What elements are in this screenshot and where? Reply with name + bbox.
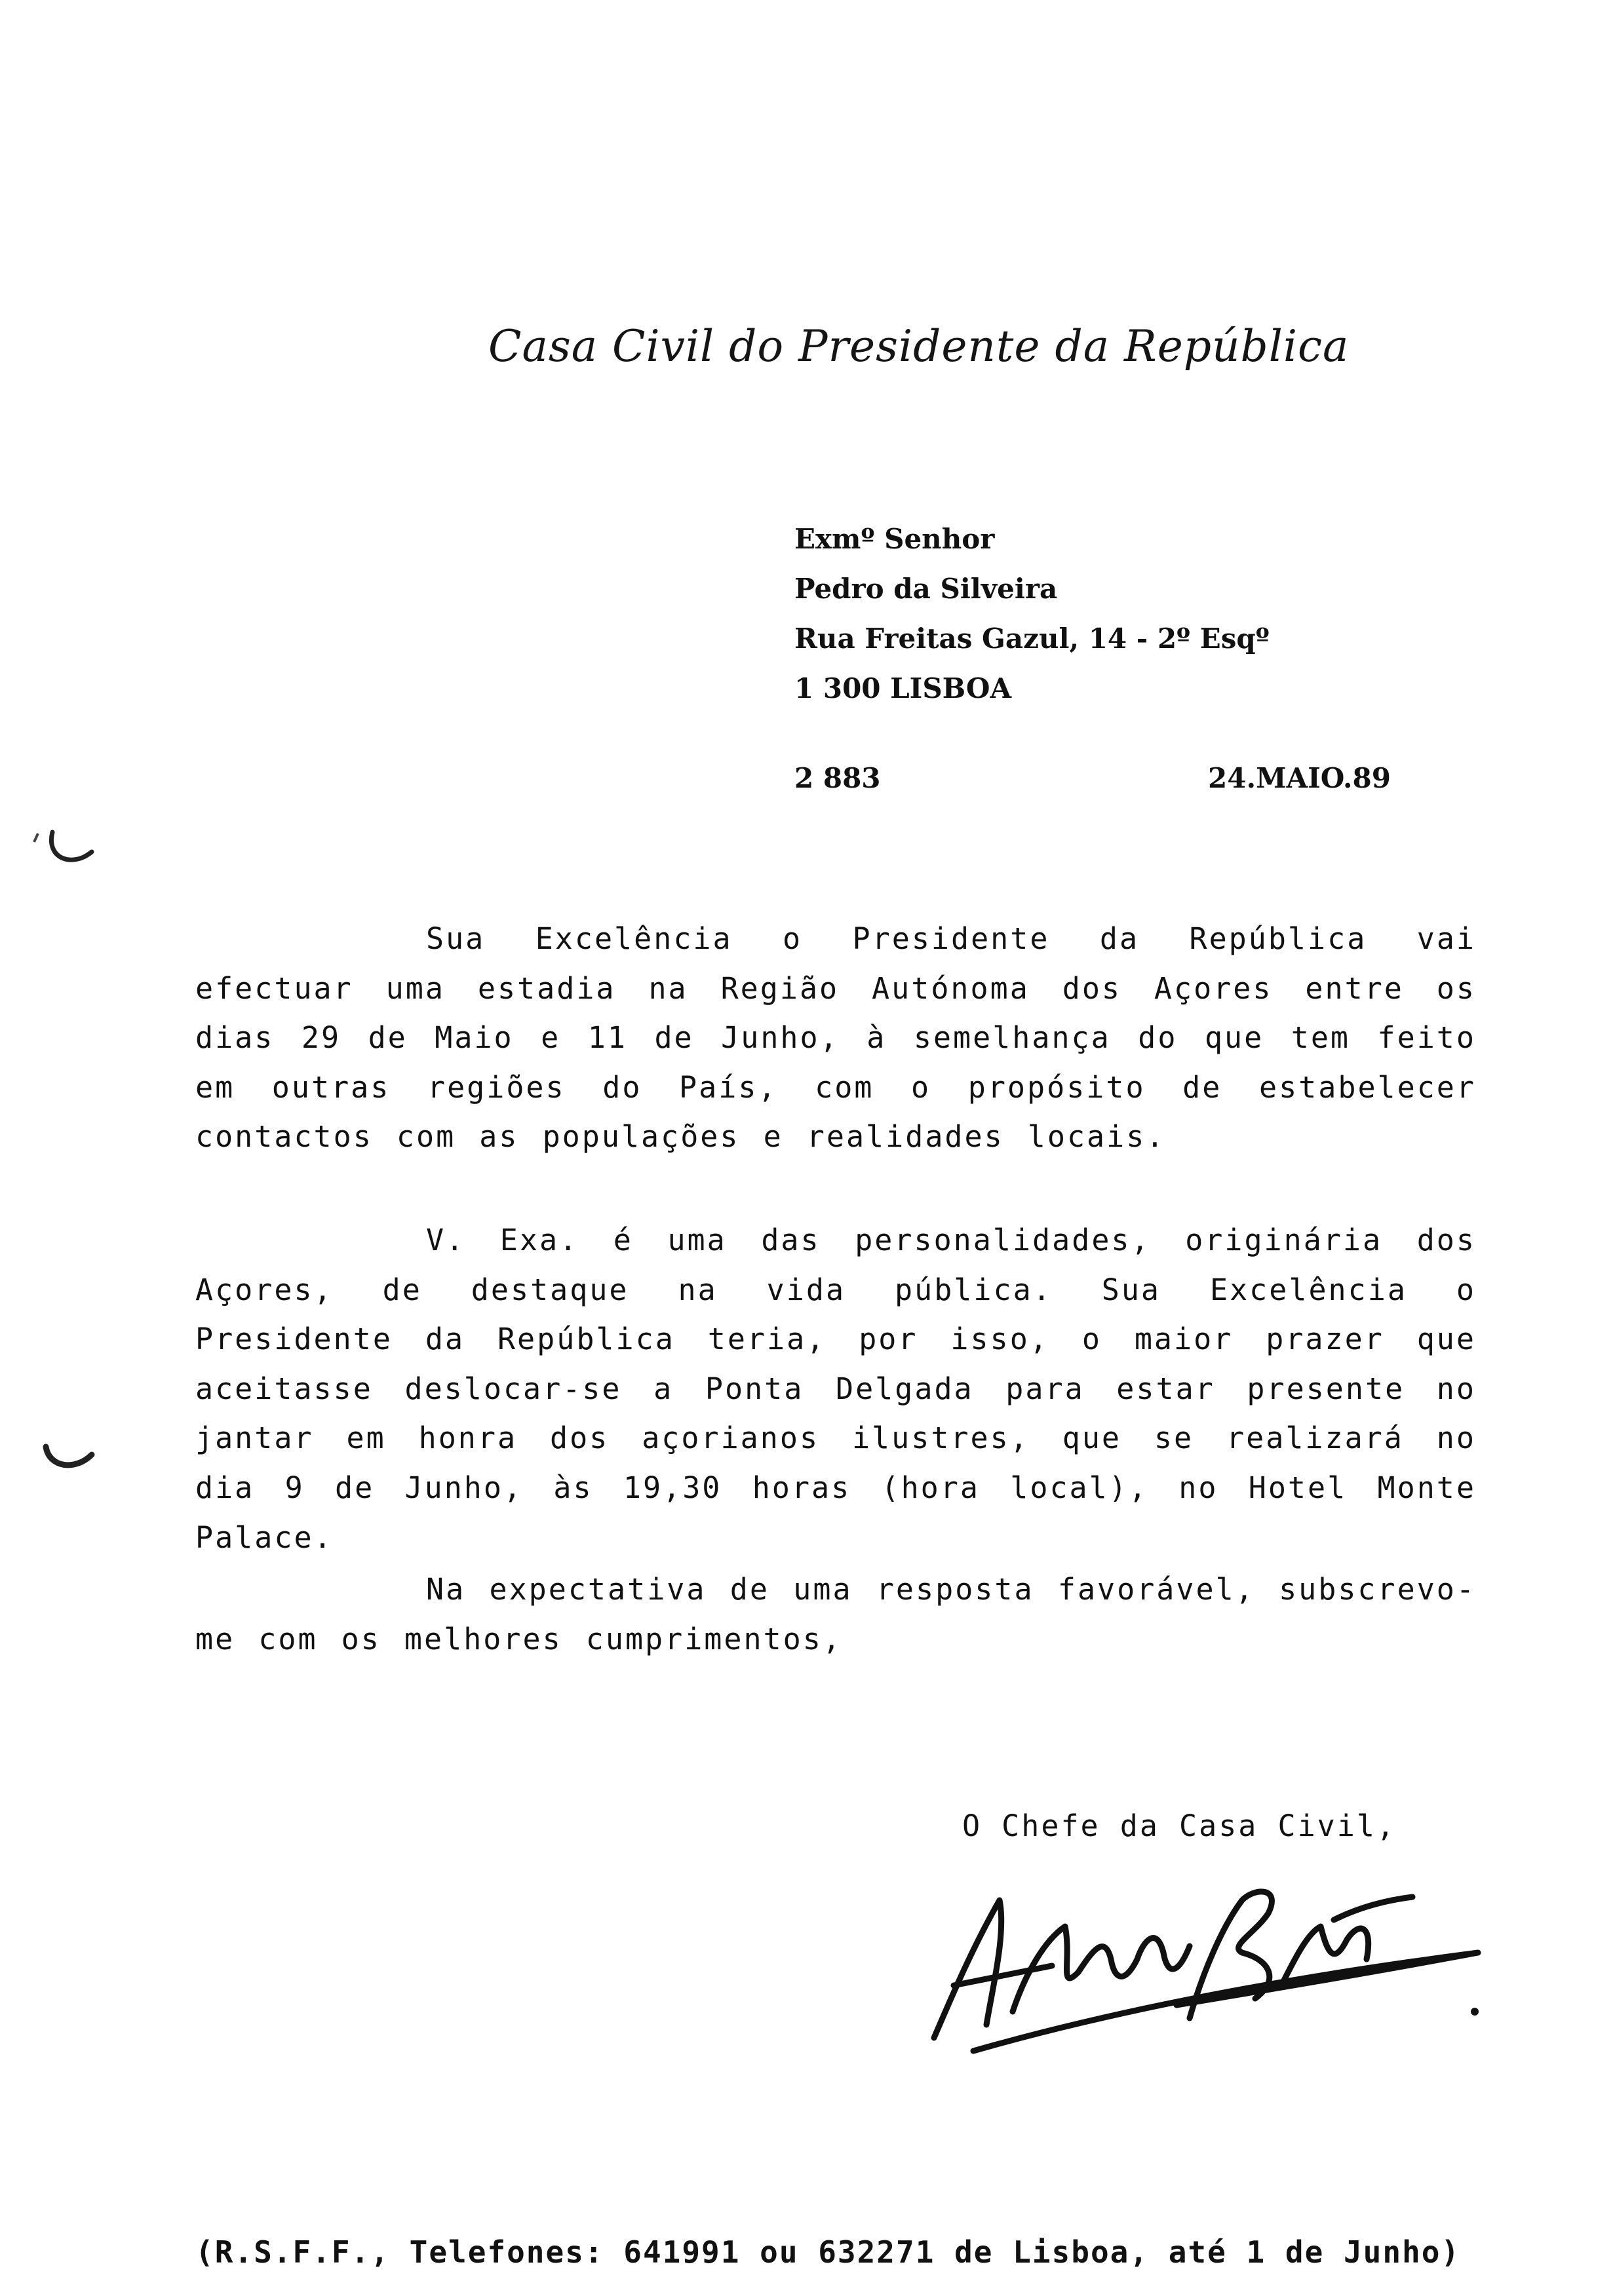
paragraph-1 [195,914,1476,1162]
recipient-street: Rua Freitas Gazul, 14 - 2º Esqº [794,622,1270,655]
recipient-city: 1 300 LISBOA [794,672,1012,704]
letterhead-title: Casa Civil do Presidente da República [488,321,1350,372]
paragraph-1-text: Sua Excelência o Presidente da República vai efectuar uma estadia na Região Autónoma dos Açores entre os dias 29 de Maio e 11 de Junho, à semelhança do que tem feito em outras regiões do País, com o propósito de estabelecer contactos com as populações e realidades locais. [195,921,1476,1155]
margin-hole-mark-icon [26,806,98,878]
paragraph-3 [195,1565,1476,1664]
closing-title: O Chefe da Casa Civil, [962,1808,1397,1843]
recipient-name: Pedro da Silveira [794,573,1058,605]
footer-note: (R.S.F.F., Telefones: 641991 ou 632271 de Lisboa, até 1 de Junho) [195,2234,1461,2270]
margin-hole-mark-icon [39,1435,98,1481]
recipient-address [794,514,1270,714]
recipient-salutation: Exmº Senhor [794,523,995,555]
paragraph-2-text: V. Exa. é uma das personalidades, originária dos Açores, de destaque na vida pública. Sua Excelência o Presidente da República teria, por isso, o maior prazer que aceitasse deslocar-se a Ponta Delgada para estar presente no jantar em honra dos açorianos ilustres, que se realizará no dia 9 de Junho, às 19,30 horas (hora local), no Hotel Monte Palace. [195,1223,1476,1555]
reference-number: 2 883 [794,762,881,794]
paragraph-3-text: Na expectativa de uma resposta favorável, subscrevo-me com os melhores cumprimentos, [195,1572,1476,1656]
letter-date: 24.MAIO.89 [1208,762,1391,794]
handwritten-signature [914,1861,1491,2057]
paragraph-2 [195,1215,1476,1562]
